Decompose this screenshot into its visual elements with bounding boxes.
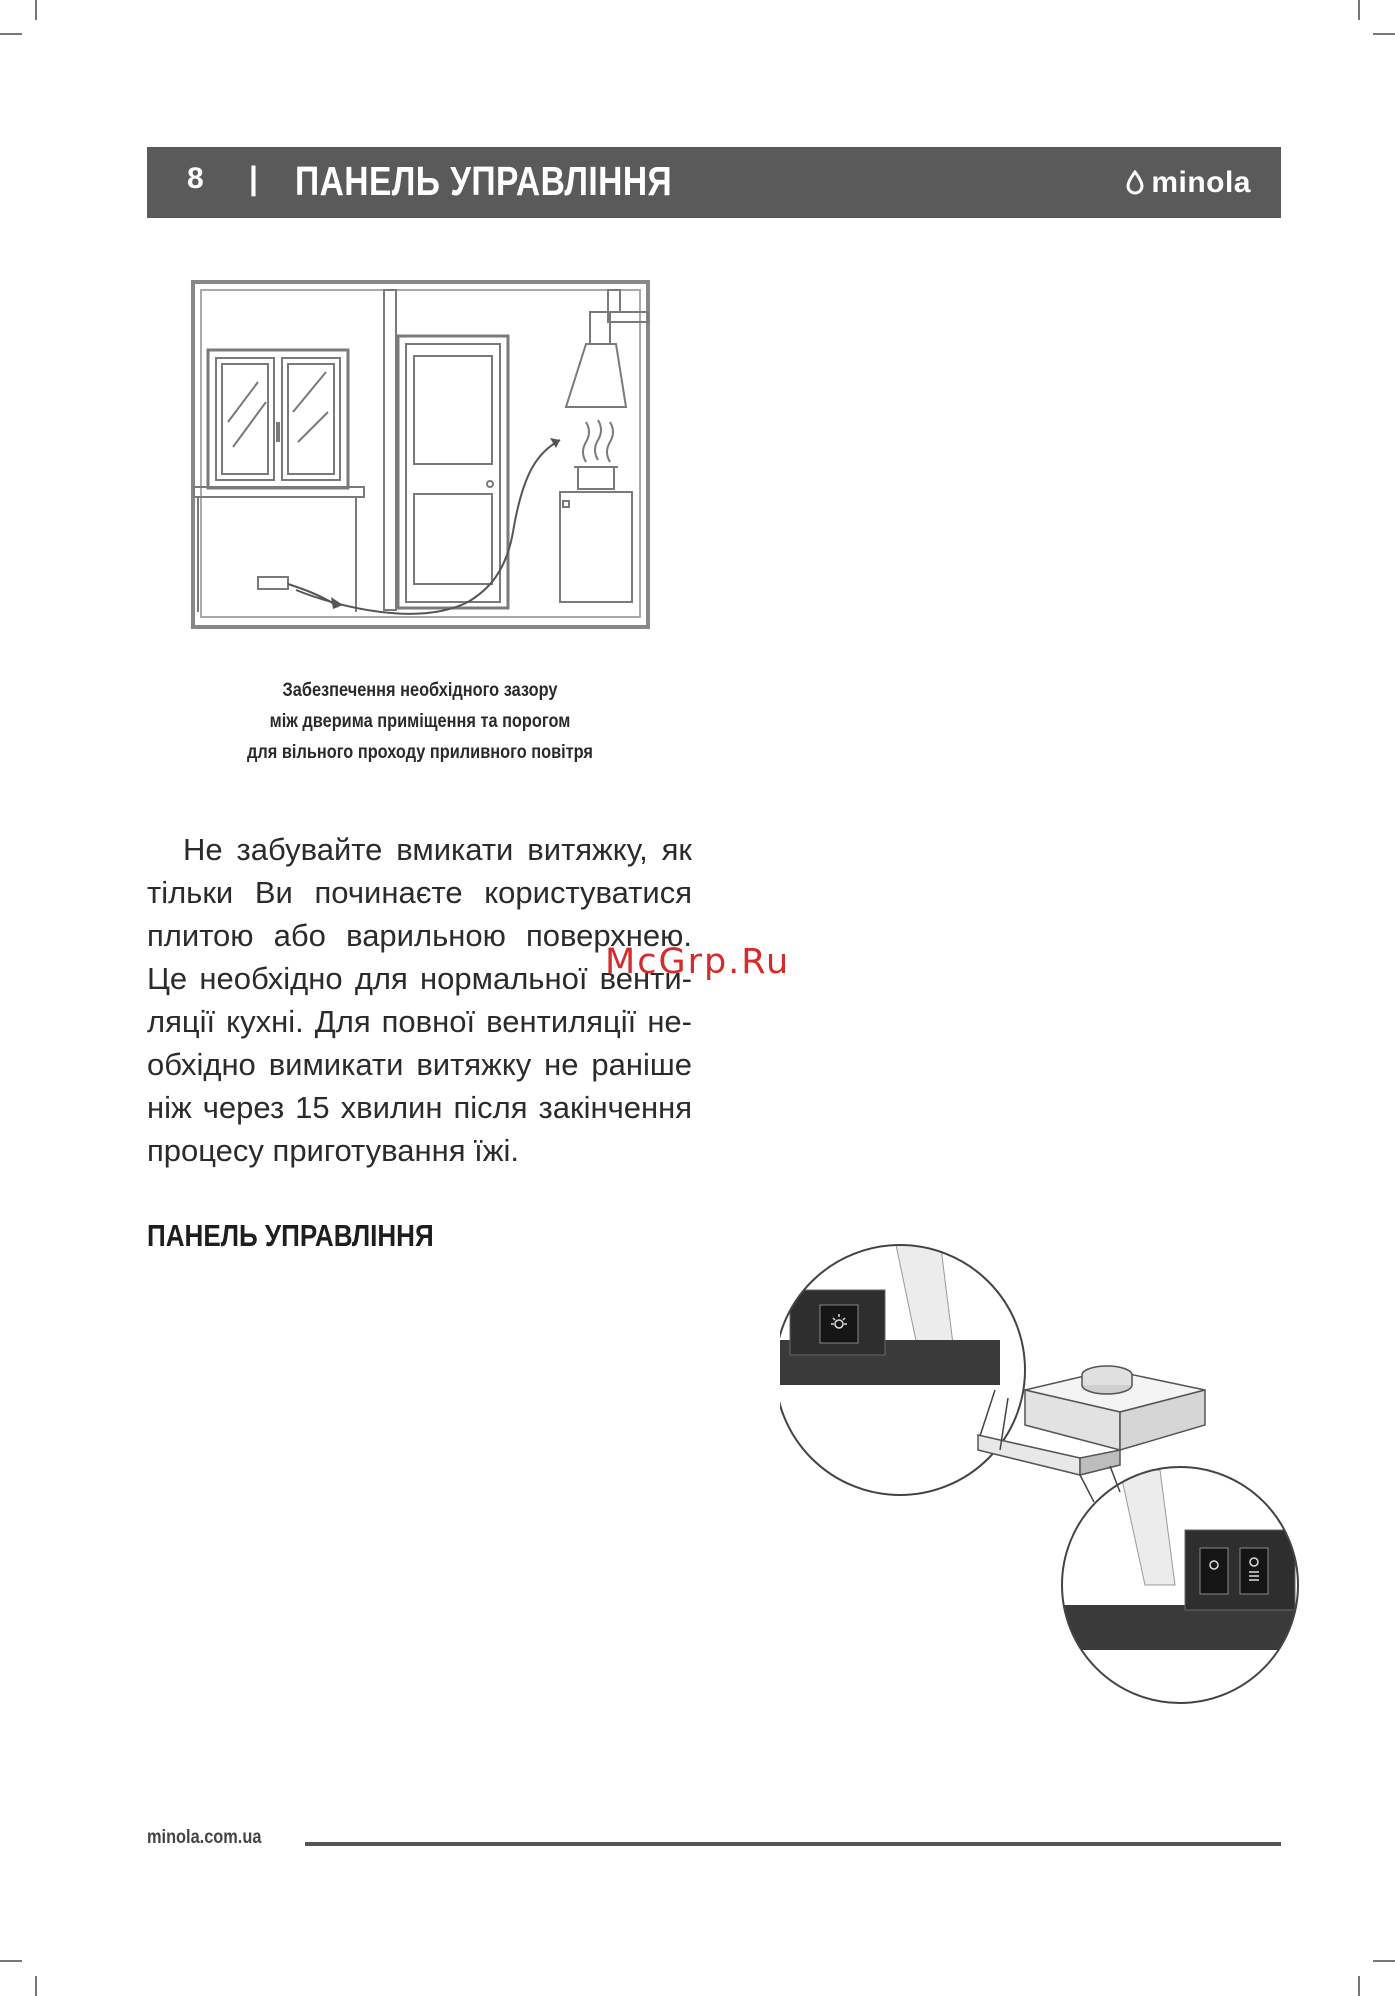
figure-caption	[170, 675, 670, 768]
crop-mark	[35, 1976, 37, 1996]
paragraph-line: процесу приготування їжі.	[147, 1133, 519, 1168]
body-paragraph	[147, 828, 692, 1172]
section-heading: ПАНЕЛЬ УПРАВЛІННЯ	[147, 1218, 434, 1253]
crop-mark	[1358, 1976, 1360, 1996]
page-number: 8	[187, 162, 204, 195]
crop-mark	[0, 33, 22, 35]
footer-rule	[305, 1842, 1281, 1846]
ventilation-diagram	[188, 272, 658, 637]
crop-mark	[1373, 1960, 1395, 1962]
crop-mark	[1358, 0, 1360, 20]
footer-website: minola.com.ua	[147, 1827, 262, 1848]
brand-name: minola	[1151, 166, 1251, 199]
watermark: McGrp.Ru	[605, 942, 791, 982]
paragraph-line: Це необхідно для нормальної венти-	[147, 961, 692, 996]
paragraph-line: ляції кухні. Для повної вентиляції не-	[147, 1004, 692, 1039]
paragraph-line: обхідно вимикати витяжку не раніше	[147, 1047, 692, 1082]
paragraph-line: Не забувайте вмикати витяжку, як	[183, 832, 692, 867]
brand-logo	[1125, 167, 1251, 199]
caption-line: між дверима приміщення та порогом	[269, 711, 571, 732]
paragraph-line: ніж через 15 хвилин після закінчення	[147, 1090, 692, 1125]
crop-mark	[35, 0, 37, 20]
header-separator: |	[249, 160, 258, 196]
control-panel-illustration	[780, 1240, 1300, 1710]
crop-mark	[0, 1960, 22, 1962]
page-title: ПАНЕЛЬ УПРАВЛІННЯ	[295, 158, 673, 204]
paragraph-line: плитою або варильною поверхнею.	[147, 918, 692, 953]
minola-drop-icon	[1125, 170, 1145, 196]
caption-line: для вільного проходу приливного повітря	[247, 742, 593, 763]
page-header	[147, 147, 1281, 218]
paragraph-line: тільки Ви починаєте користуватися	[147, 875, 692, 910]
crop-mark	[1373, 33, 1395, 35]
caption-line: Забезпечення необхідного зазору	[282, 680, 558, 701]
